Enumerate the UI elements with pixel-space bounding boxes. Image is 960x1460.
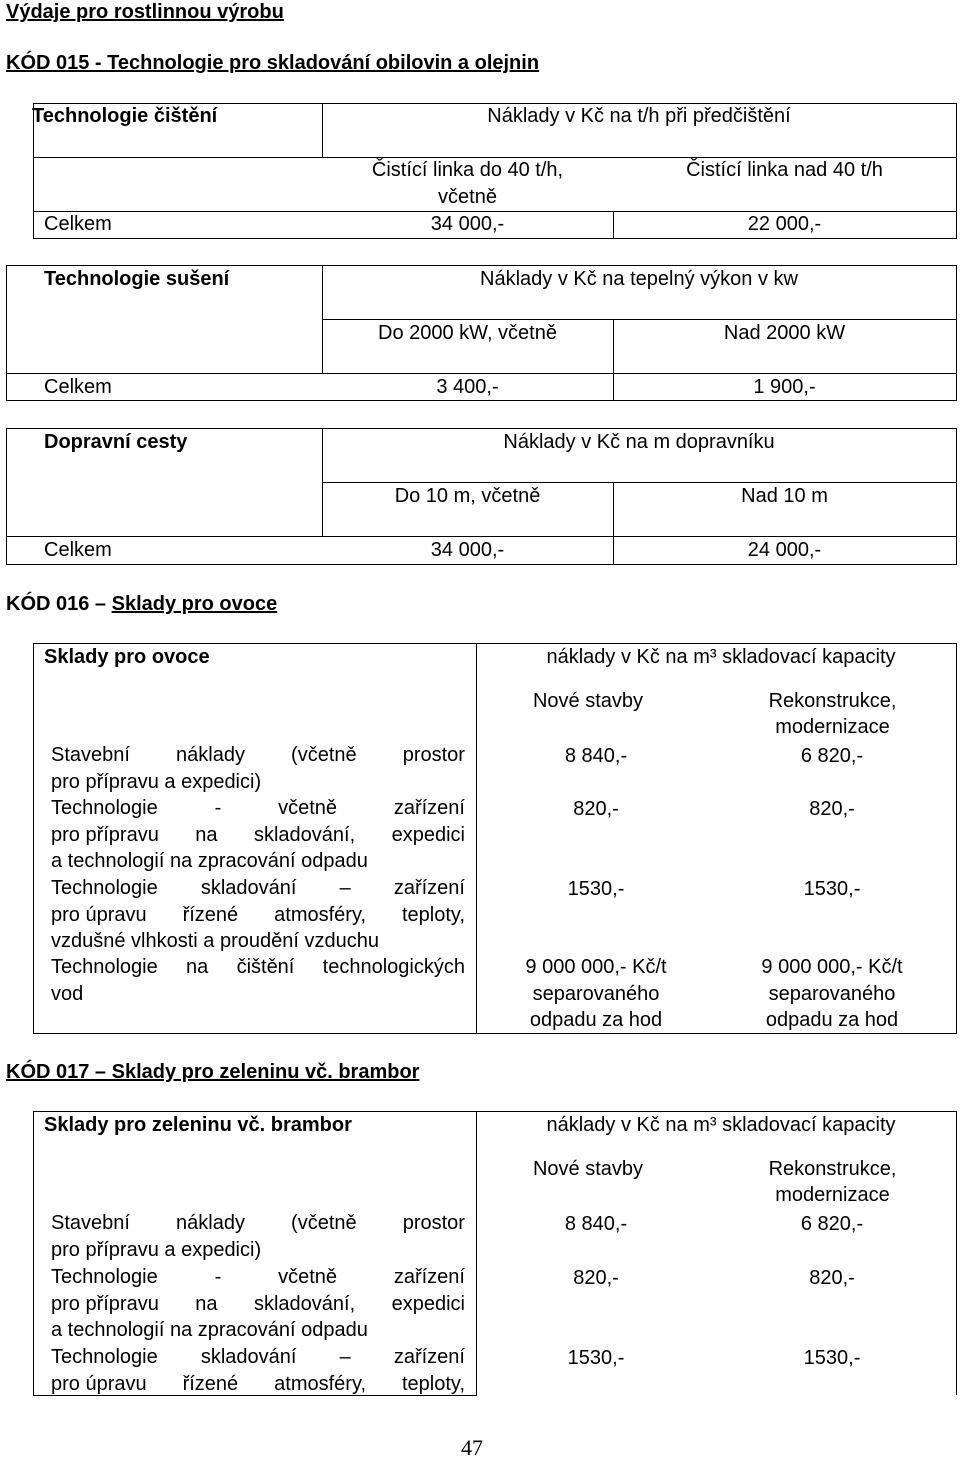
- ovoce-col2: Rekonstrukce,: [768, 690, 897, 712]
- zelenina-r1-value-1: 8 840,-: [564, 1213, 628, 1235]
- suseni-label: Technologie sušení: [44, 268, 230, 290]
- kod017-title: KÓD 017 – Sklady pro zeleninu vč. brambor: [6, 1061, 420, 1083]
- cisteni-row-label: Celkem: [44, 213, 112, 235]
- kod015-title: KÓD 015 - Technologie pro skladování obilovin a olejnin: [6, 52, 540, 74]
- zelenina-r3-value-2: 1530,-: [803, 1347, 861, 1369]
- ovoce-r2-value-2: 820,-: [809, 798, 855, 820]
- ovoce-header: náklady v Kč na m³ skladovací kapacity: [546, 646, 896, 668]
- cesty-value-2: 24 000,-: [747, 539, 822, 561]
- ovoce-r4-value-1: 9 000 000,- Kč/t separovaného odpadu za hod: [525, 956, 667, 1031]
- zelenina-r3-value-1: 1530,-: [567, 1347, 625, 1369]
- zelenina-r2-label: Technologie - včetně zařízení pro přípravu na skladování, expedici a technologií na zpracování odpadu: [51, 1266, 465, 1341]
- ovoce-r1-value-2: 6 820,-: [800, 745, 864, 767]
- cisteni-col1-line2: včetně: [438, 186, 497, 208]
- suseni-value-2: 1 900,-: [753, 376, 816, 398]
- ovoce-r4-label: Technologie na čištění technologických vod: [51, 956, 465, 1005]
- cesty-header: Náklady v Kč na m dopravníku: [503, 431, 775, 453]
- ovoce-r1-label: Stavební náklady (včetně prostor pro přípravu a expedici): [51, 744, 465, 793]
- ovoce-r1-value-1: 8 840,-: [564, 745, 628, 767]
- cisteni-header: Náklady v Kč na t/h při předčištění: [487, 105, 791, 127]
- ovoce-r3-value-2: 1530,-: [803, 878, 861, 900]
- zelenina-col2: Rekonstrukce,: [768, 1158, 897, 1180]
- ovoce-label: Sklady pro ovoce: [44, 646, 210, 668]
- ovoce-col1: Nové stavby: [532, 690, 644, 712]
- suseni-col2: Nad 2000 kW: [723, 322, 846, 344]
- zelenina-col2-line2: modernizace: [775, 1184, 890, 1206]
- ovoce-r4-value-2: 9 000 000,- Kč/t separovaného odpadu za hod: [761, 956, 903, 1031]
- page-heading: Výdaje pro rostlinnou výrobu: [6, 1, 284, 23]
- kod016-title: KÓD 016 – Sklady pro ovoce: [6, 593, 278, 615]
- cisteni-label: Technologie čištění: [32, 105, 218, 127]
- ovoce-r2-value-1: 820,-: [573, 798, 619, 820]
- ovoce-r3-label: Technologie skladování – zařízení pro úpravu řízené atmosféry, teploty, vzdušné vlhkosti a proudění vzduchu: [51, 877, 465, 952]
- suseni-value-1: 3 400,-: [436, 376, 499, 398]
- cesty-label: Dopravní cesty: [44, 431, 188, 453]
- cisteni-value-2: 22 000,-: [747, 213, 822, 235]
- cisteni-col2: Čistící linka nad 40 t/h: [686, 159, 883, 181]
- zelenina-r1-label: Stavební náklady (včetně prostor pro přípravu a expedici): [51, 1212, 465, 1261]
- zelenina-col1: Nové stavby: [532, 1158, 644, 1180]
- cesty-row-label: Celkem: [44, 539, 112, 561]
- zelenina-r1-value-2: 6 820,-: [800, 1213, 864, 1235]
- zelenina-r3-label: Technologie skladování – zařízení pro úpravu řízené atmosféry, teploty,: [51, 1346, 465, 1395]
- zelenina-label: Sklady pro zeleninu vč. brambor: [44, 1114, 352, 1136]
- ovoce-col2-line2: modernizace: [775, 716, 890, 738]
- zelenina-header: náklady v Kč na m³ skladovací kapacity: [546, 1114, 896, 1136]
- suseni-header: Náklady v Kč na tepelný výkon v kw: [480, 268, 798, 290]
- cesty-col2: Nad 10 m: [741, 485, 828, 507]
- zelenina-r2-value-2: 820,-: [809, 1267, 855, 1289]
- ovoce-r3-value-1: 1530,-: [567, 878, 625, 900]
- cisteni-value-1: 34 000,-: [430, 213, 505, 235]
- suseni-col1: Do 2000 kW, včetně: [378, 322, 557, 344]
- cisteni-col1: Čistící linka do 40 t/h,: [371, 159, 564, 181]
- cesty-value-1: 34 000,-: [430, 539, 505, 561]
- zelenina-r2-value-1: 820,-: [573, 1267, 619, 1289]
- suseni-row-label: Celkem: [44, 376, 112, 398]
- cesty-col1: Do 10 m, včetně: [394, 485, 541, 507]
- page-number: 47: [461, 1435, 483, 1460]
- ovoce-r2-label: Technologie - včetně zařízení pro přípravu na skladování, expedici a technologií na zpracování odpadu: [51, 797, 465, 872]
